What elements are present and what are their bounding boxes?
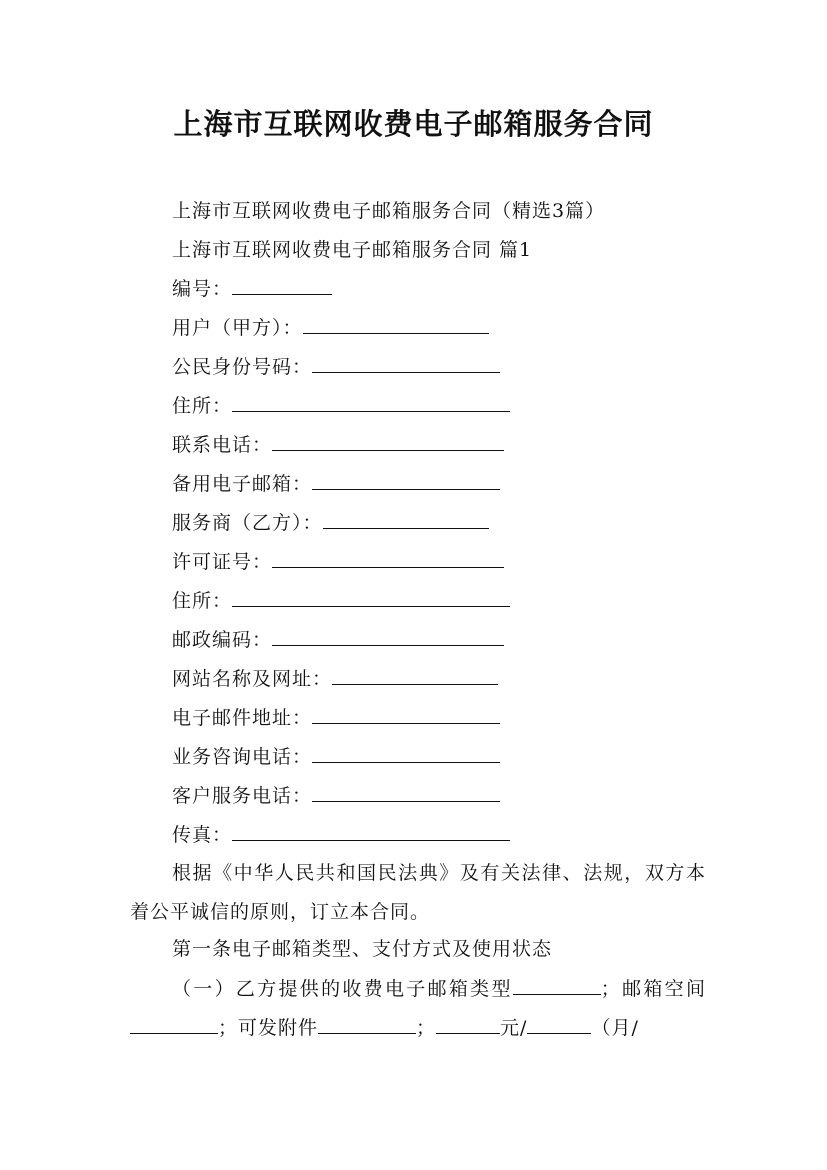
- document-subtitle: 上海市互联网收费电子邮箱服务合同（精选3篇）: [172, 200, 606, 222]
- field-label: 客户服务电话：: [172, 785, 313, 807]
- field-postal-code: [172, 626, 504, 654]
- field-business-phone: [172, 743, 500, 771]
- clause-text: 元/: [500, 1017, 528, 1039]
- field-blank: [272, 549, 504, 568]
- clause-text: （月/: [591, 1017, 639, 1039]
- field-blank: [312, 744, 500, 763]
- field-number: [172, 275, 332, 303]
- field-label: 公民身份号码：: [172, 356, 313, 378]
- field-blank: [436, 1015, 500, 1034]
- field-blank: [527, 1015, 591, 1034]
- field-party-b: [172, 509, 489, 537]
- field-label: 许可证号：: [172, 551, 273, 573]
- field-blank: [232, 822, 510, 841]
- clause-text: （一）乙方提供的收费电子邮箱类型: [172, 978, 513, 1000]
- field-blank: [232, 393, 510, 412]
- field-blank: [272, 432, 504, 451]
- field-label: 业务咨询电话：: [172, 746, 313, 768]
- field-blank: [312, 471, 500, 490]
- field-blank: [272, 627, 504, 646]
- preamble-paragraph: 根据《中华人民共和国民法典》及有关法律、法规，双方本着公平诚信的原则，订立本合同。: [130, 862, 706, 923]
- field-blank: [130, 1015, 218, 1034]
- section-heading: 上海市互联网收费电子邮箱服务合同 篇1: [172, 239, 533, 261]
- field-blank: [232, 588, 510, 607]
- clause-paragraph: [130, 970, 706, 1048]
- article-heading: 第一条电子邮箱类型、支付方式及使用状态: [172, 938, 553, 960]
- field-label: 邮政编码：: [172, 629, 273, 651]
- field-blank: [303, 315, 489, 334]
- field-address-b: [172, 587, 510, 615]
- field-blank: [513, 976, 601, 995]
- field-label: 网站名称及网址：: [172, 668, 333, 690]
- field-label: 传真：: [172, 824, 233, 846]
- field-blank: [332, 666, 498, 685]
- field-label: 用户（甲方）：: [172, 317, 303, 339]
- field-blank: [323, 510, 489, 529]
- field-license: [172, 548, 504, 576]
- field-email-address: [172, 704, 500, 732]
- field-backup-email: [172, 470, 500, 498]
- field-fax: [172, 821, 510, 849]
- field-blank: [312, 354, 500, 373]
- field-label: 备用电子邮箱：: [172, 473, 313, 495]
- field-blank: [312, 783, 500, 802]
- field-label: 住所：: [172, 395, 233, 417]
- field-label: 联系电话：: [172, 434, 273, 456]
- field-label: 编号：: [172, 278, 233, 300]
- field-label: 住所：: [172, 590, 233, 612]
- field-id-number: [172, 353, 500, 381]
- clause-text: ；邮箱空间: [600, 978, 706, 1000]
- field-phone: [172, 431, 504, 459]
- field-blank: [232, 276, 332, 295]
- field-address-a: [172, 392, 510, 420]
- field-label: 服务商（乙方）：: [172, 512, 323, 534]
- field-blank: [318, 1015, 416, 1034]
- field-website: [172, 665, 498, 693]
- clause-text: ；可发附件: [218, 1017, 319, 1039]
- field-party-a: [172, 314, 489, 342]
- clause-text: ；: [416, 1017, 437, 1039]
- field-service-phone: [172, 782, 500, 810]
- field-label: 电子邮件地址：: [172, 707, 313, 729]
- page-title: 上海市互联网收费电子邮箱服务合同: [173, 107, 654, 141]
- field-blank: [312, 705, 500, 724]
